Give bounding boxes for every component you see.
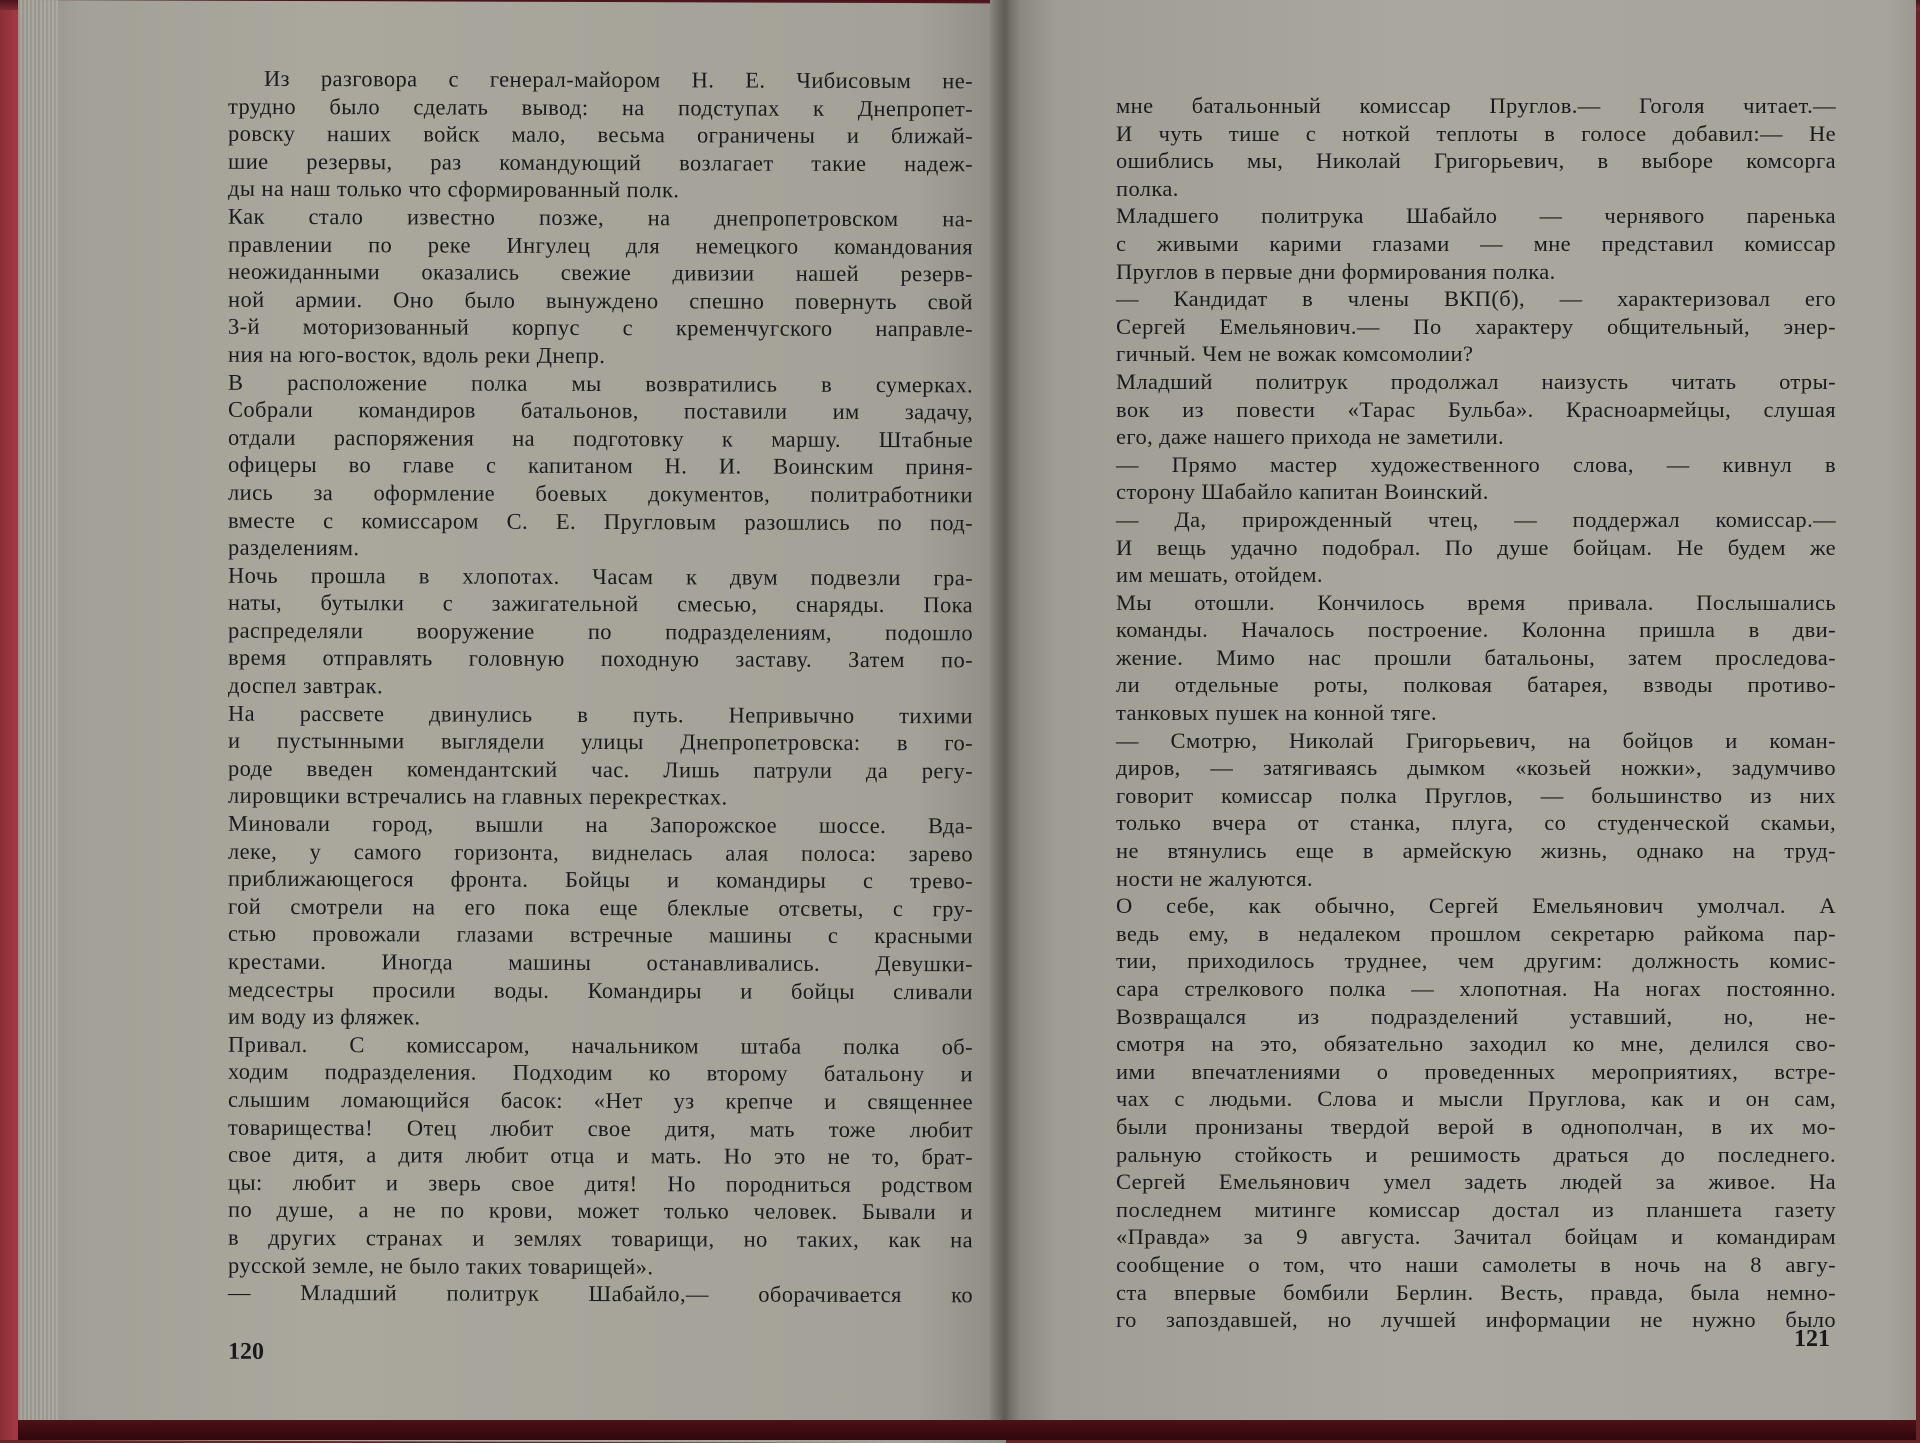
text-line: Младшего политрука Шабайло — чернявого паренька (1116, 203, 1836, 229)
text-line: русской земле, не было таких товарищей». (228, 1252, 654, 1279)
text-line: наты, бутылки с зажигательной смесью, снаряды. Пока (228, 590, 973, 618)
right-page-number: 121 (1794, 1326, 1830, 1352)
text-line: леке, у самого горизонта, виднелась алая полоса: зарево (228, 838, 973, 866)
text-line: В расположение полка мы возвратились в сумерках. (228, 369, 973, 397)
text-line: лись за оформление боевых документов, политработники (228, 479, 973, 508)
text-line: Как стало известно позже, на днепропетровском на- (228, 203, 973, 232)
text-line: по душе, а не по крови, может только человек. Бывали и (228, 1197, 973, 1225)
text-line: Младший политрук продолжал наизусть читать отры- (1116, 368, 1836, 394)
text-line: время отправлять головную походную заставу. Затем по- (228, 645, 973, 673)
text-line: Возвращался из подразделений уставший, но, не- (1116, 1003, 1836, 1029)
text-line: вок из повести «Тарас Бульба». Красноармейцы, слушая (1116, 396, 1836, 422)
text-line: — Да, прирожденный чтец, — поддержал комиссар.— (1116, 506, 1836, 532)
text-line: в других странах и землях товарищи, но таких, как на (228, 1224, 973, 1253)
text-line: 3-й моторизованный корпус с кременчугского направле- (228, 314, 973, 342)
text-line: ошиблись мы, Николай Григорьевич, в выборе комсорга (1116, 148, 1836, 174)
text-line: им воду из фляжек. (228, 1003, 421, 1030)
text-line: Сергей Емельянович.— По характеру общительный, энер- (1116, 313, 1836, 339)
text-line: роде введен комендантский час. Лишь патрули да регу- (228, 755, 973, 784)
text-line: мне батальонный комиссар Пруглов.— Гоголя читает.— (1116, 93, 1836, 118)
text-line: ста впервые бомбили Берлин. Весть, правда, была немно- (1116, 1279, 1836, 1305)
text-line: говорит комиссар полка Пруглов, — большинство из них (1116, 782, 1836, 808)
text-line: с живыми карими глазами — мне представил комиссар (1116, 230, 1836, 256)
text-line: танковых пушек на конной тяге. (1116, 700, 1438, 726)
text-line: не втянулись еще в армейскую жизнь, однако на труд- (1116, 838, 1836, 864)
text-line: диров, — затягиваясь дымком «козьей ножки», задумчиво (1116, 755, 1836, 781)
text-line: И чуть тише с ноткой теплоты в голосе добавил:— Не (1116, 120, 1836, 146)
text-line: товарищества! Отец любит свое дитя, мать тоже любит (228, 1114, 973, 1142)
text-line: го запоздавшей, но лучшей информации не нужно было (1116, 1307, 1836, 1333)
text-line: медсестры просили воды. Командиры и бойцы сливали (228, 976, 973, 1004)
text-line: гичный. Чем не вожак комсомолии? (1116, 341, 1474, 367)
text-line: ной армии. Оно было вынуждено спешно повернуть свой (228, 286, 973, 315)
text-line: шие резервы, раз командующий возлагает такие надеж- (228, 148, 973, 177)
text-line: вместе с комиссаром С. Е. Пругловым разошлись по под- (228, 507, 973, 535)
text-line: На рассвете двинулись в путь. Непривычно тихими (228, 700, 973, 728)
text-line: тии, приходилось труднее, чем другим: должность комис- (1116, 948, 1836, 974)
text-line: ральную стойкость и решимость драться до последнего. (1116, 1141, 1836, 1167)
text-line: офицеры во главе с капитаном Н. И. Воинским приня- (228, 452, 973, 480)
text-line: правлении по реке Ингулец для немецкого командования (228, 231, 973, 259)
text-line: только вчера от станка, плуга, со студенческой скамьи, (1116, 810, 1836, 836)
text-line: трудно было сделать вывод: на подступах к Днепропет- (228, 93, 973, 121)
text-line: отдали распоряжения на подготовку к маршу. Штабные (228, 424, 973, 453)
text-line: Сергей Емельянович умел задеть людей за живое. На (1116, 1169, 1836, 1195)
text-line: цы: любит и зверь свое дитя! Но породниться родством (228, 1169, 973, 1198)
text-line: Привал. С комиссаром, начальником штаба полка об- (228, 1031, 973, 1060)
text-line: свое дитя, а дитя любит отца и мать. Но это не то, брат- (228, 1141, 973, 1170)
text-line: ности не жалуются. (1116, 865, 1313, 891)
text-line: ходим подразделения. Подходим ко второму батальону и (228, 1059, 973, 1087)
text-line: сторону Шабайло капитан Воинский. (1116, 479, 1489, 505)
left-page-number: 120 (228, 1338, 264, 1365)
text-line: Собрали командиров батальонов, поставили им задачу, (228, 396, 973, 425)
text-line: лировщики встречались на главных перекрестках. (228, 783, 728, 810)
text-line: «Правда» за 9 августа. Зачитал бойцам и командирам (1116, 1224, 1836, 1250)
text-line: слышим ломающийся басок: «Нет уз крепче и священнее (228, 1086, 973, 1115)
text-line: Мы отошли. Кончилось время привала. Послышались (1116, 589, 1836, 615)
text-line: гой смотрели на его пока еще блеклые отсветы, с гру- (228, 893, 973, 922)
text-line: ровску наших войск мало, весьма ограничены и ближай- (228, 120, 973, 149)
text-line: полка. (1116, 175, 1179, 201)
text-line: ими впечатлениями о проведенных мероприятиях, встре- (1116, 1058, 1836, 1084)
text-line: смотря на это, обязательно заходил ко мне, делился сво- (1116, 1031, 1836, 1057)
page-stack-edge (18, 0, 58, 1440)
text-line: доспел завтрак. (228, 672, 383, 699)
text-line: И вещь удачно подобрал. По душе бойцам. Не будем же (1116, 534, 1836, 560)
text-line: разделениям. (228, 534, 360, 561)
book-gutter (990, 0, 1022, 1440)
text-line: стью провожали глазами встречные машины с красными (228, 921, 973, 949)
text-line: Миновали город, вышли на Запорожское шоссе. Вда- (228, 810, 973, 839)
text-line: ведь ему, в недалеком прошлом секретарю райкома пар- (1116, 920, 1836, 946)
text-line: сара стрелкового полка — хлопотная. На ногах постоянно. (1116, 976, 1836, 1001)
text-line: им мешать, отойдем. (1116, 562, 1323, 588)
right-page-text (1116, 92, 1836, 1334)
text-line: Ночь прошла в хлопотах. Часам к двум подвезли гра- (228, 562, 973, 591)
text-line: его, даже нашего прихода не заметили. (1116, 424, 1505, 450)
text-line: — Смотрю, Николай Григорьевич, на бойцов и коман- (1116, 727, 1836, 753)
text-line: сообщение о том, что наши самолеты в ночь на 8 авгу- (1116, 1251, 1836, 1277)
left-page-text (228, 65, 973, 1309)
left-page (18, 0, 1006, 1443)
text-line: Пруглов в первые дни формирования полка. (1116, 258, 1556, 284)
text-line: ния на юго-восток, вдоль реки Днепр. (228, 341, 606, 368)
text-line: команды. Началось построение. Колонна пришла в дви- (1116, 617, 1836, 643)
text-line: Из разговора с генерал-майором Н. Е. Чибисовым не- (264, 65, 973, 94)
text-line: крестами. Иногда машины останавливались. Девушки- (228, 948, 973, 977)
text-line: — Младший политрук Шабайло,— оборачивается ко (228, 1279, 973, 1308)
text-line: — Прямо мастер художественного слова, — кивнул в (1116, 451, 1836, 477)
text-line: распределяли вооружение по подразделениям, подошло (228, 617, 973, 646)
text-line: и пустынными выглядели улицы Днепропетровска: в го- (228, 727, 973, 756)
right-page (1006, 0, 1916, 1440)
text-line: — Кандидат в члены ВКП(б), — характеризовал его (1116, 286, 1836, 312)
text-line: были пронизаны твердой верой в однополчан, в их мо- (1116, 1113, 1836, 1139)
text-line: приближающегося фронта. Бойцы и командиры с трево- (228, 865, 973, 894)
text-line: О себе, как обычно, Сергей Емельянович умолчал. А (1116, 893, 1836, 919)
text-line: неожиданными оказались свежие дивизии нашей резерв- (228, 258, 973, 287)
text-line: ли отдельные роты, полковая батарея, взводы противо- (1116, 672, 1836, 698)
text-line: ды на наш только что сформированный полк. (228, 176, 680, 203)
book-bottom-shadow (18, 1420, 1916, 1440)
text-line: последнем митинге комиссар достал из планшета газету (1116, 1196, 1836, 1222)
text-line: жение. Мимо нас прошли батальоны, затем проследова- (1116, 644, 1836, 670)
text-line: чах с людьми. Слова и мысли Пруглова, как и он сам, (1116, 1086, 1836, 1112)
